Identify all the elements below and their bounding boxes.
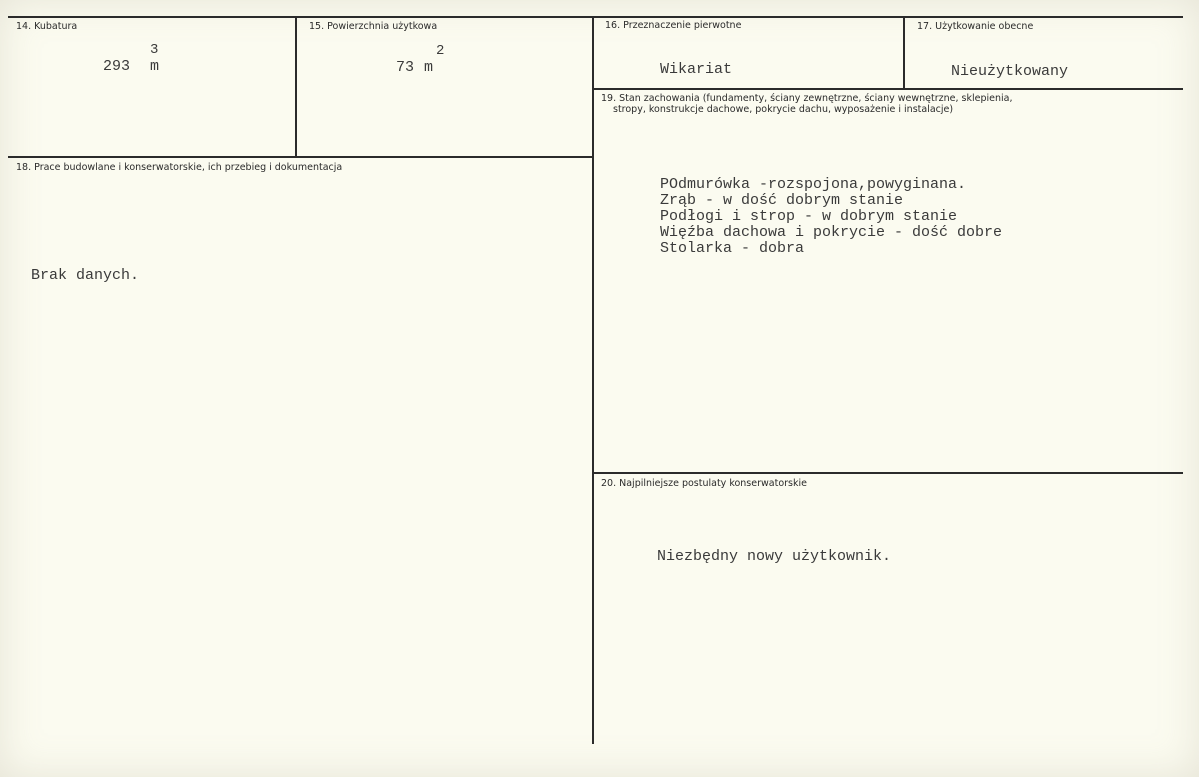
field-14-label: 14. Kubatura bbox=[16, 21, 78, 32]
field-15-value: 73 bbox=[396, 59, 415, 76]
field-16-label: 16. Przeznaczenie pierwotne bbox=[605, 20, 742, 31]
field-14-exponent: 3 bbox=[150, 42, 159, 58]
field-18-label: 18. Prace budowlane i konserwatorskie, ich przebieg i dokumentacja bbox=[16, 162, 343, 173]
field-20-label: 20. Najpilniejsze postulaty konserwatorskie bbox=[601, 478, 807, 489]
field-18-value: Brak danych. bbox=[31, 267, 140, 284]
divider-14-15 bbox=[295, 16, 297, 157]
field-19-line-4: Więźba dachowa i pokrycie - dość dobre bbox=[660, 224, 1003, 241]
rule-below-16-17 bbox=[594, 88, 1183, 90]
field-19-line-5: Stolarka - dobra bbox=[660, 240, 805, 257]
field-14-unit: m bbox=[150, 58, 160, 75]
top-rule bbox=[8, 16, 1183, 18]
field-19-line-2: Zrąb - w dość dobrym stanie bbox=[660, 192, 904, 209]
field-19-label-line2: stropy, konstrukcje dachowe, pokrycie dachu, wyposażenie i instalacje) bbox=[613, 104, 954, 115]
field-20-value: Niezbędny nowy użytkownik. bbox=[657, 548, 892, 565]
field-17-label: 17. Użytkowanie obecne bbox=[917, 21, 1034, 32]
rule-below-19 bbox=[594, 472, 1183, 474]
field-17-value: Nieużytkowany bbox=[951, 63, 1069, 80]
divider-16-17 bbox=[903, 16, 905, 89]
field-19-line-1: POdmurówka -rozspojona,powyginana. bbox=[660, 176, 967, 193]
field-19-line-3: Podłogi i strop - w dobrym stanie bbox=[660, 208, 958, 225]
field-15-label: 15. Powierzchnia użytkowa bbox=[309, 21, 438, 32]
field-15-exponent: 2 bbox=[436, 43, 445, 59]
field-14-value: 293 bbox=[103, 58, 131, 75]
rule-below-14-15 bbox=[8, 156, 594, 158]
field-19-label-line1: 19. Stan zachowania (fundamenty, ściany zewnętrzne, ściany wewnętrzne, sklepienia, bbox=[601, 93, 1013, 104]
center-divider bbox=[592, 16, 594, 744]
field-16-value: Wikariat bbox=[660, 61, 733, 78]
field-15-unit: m bbox=[424, 59, 434, 76]
